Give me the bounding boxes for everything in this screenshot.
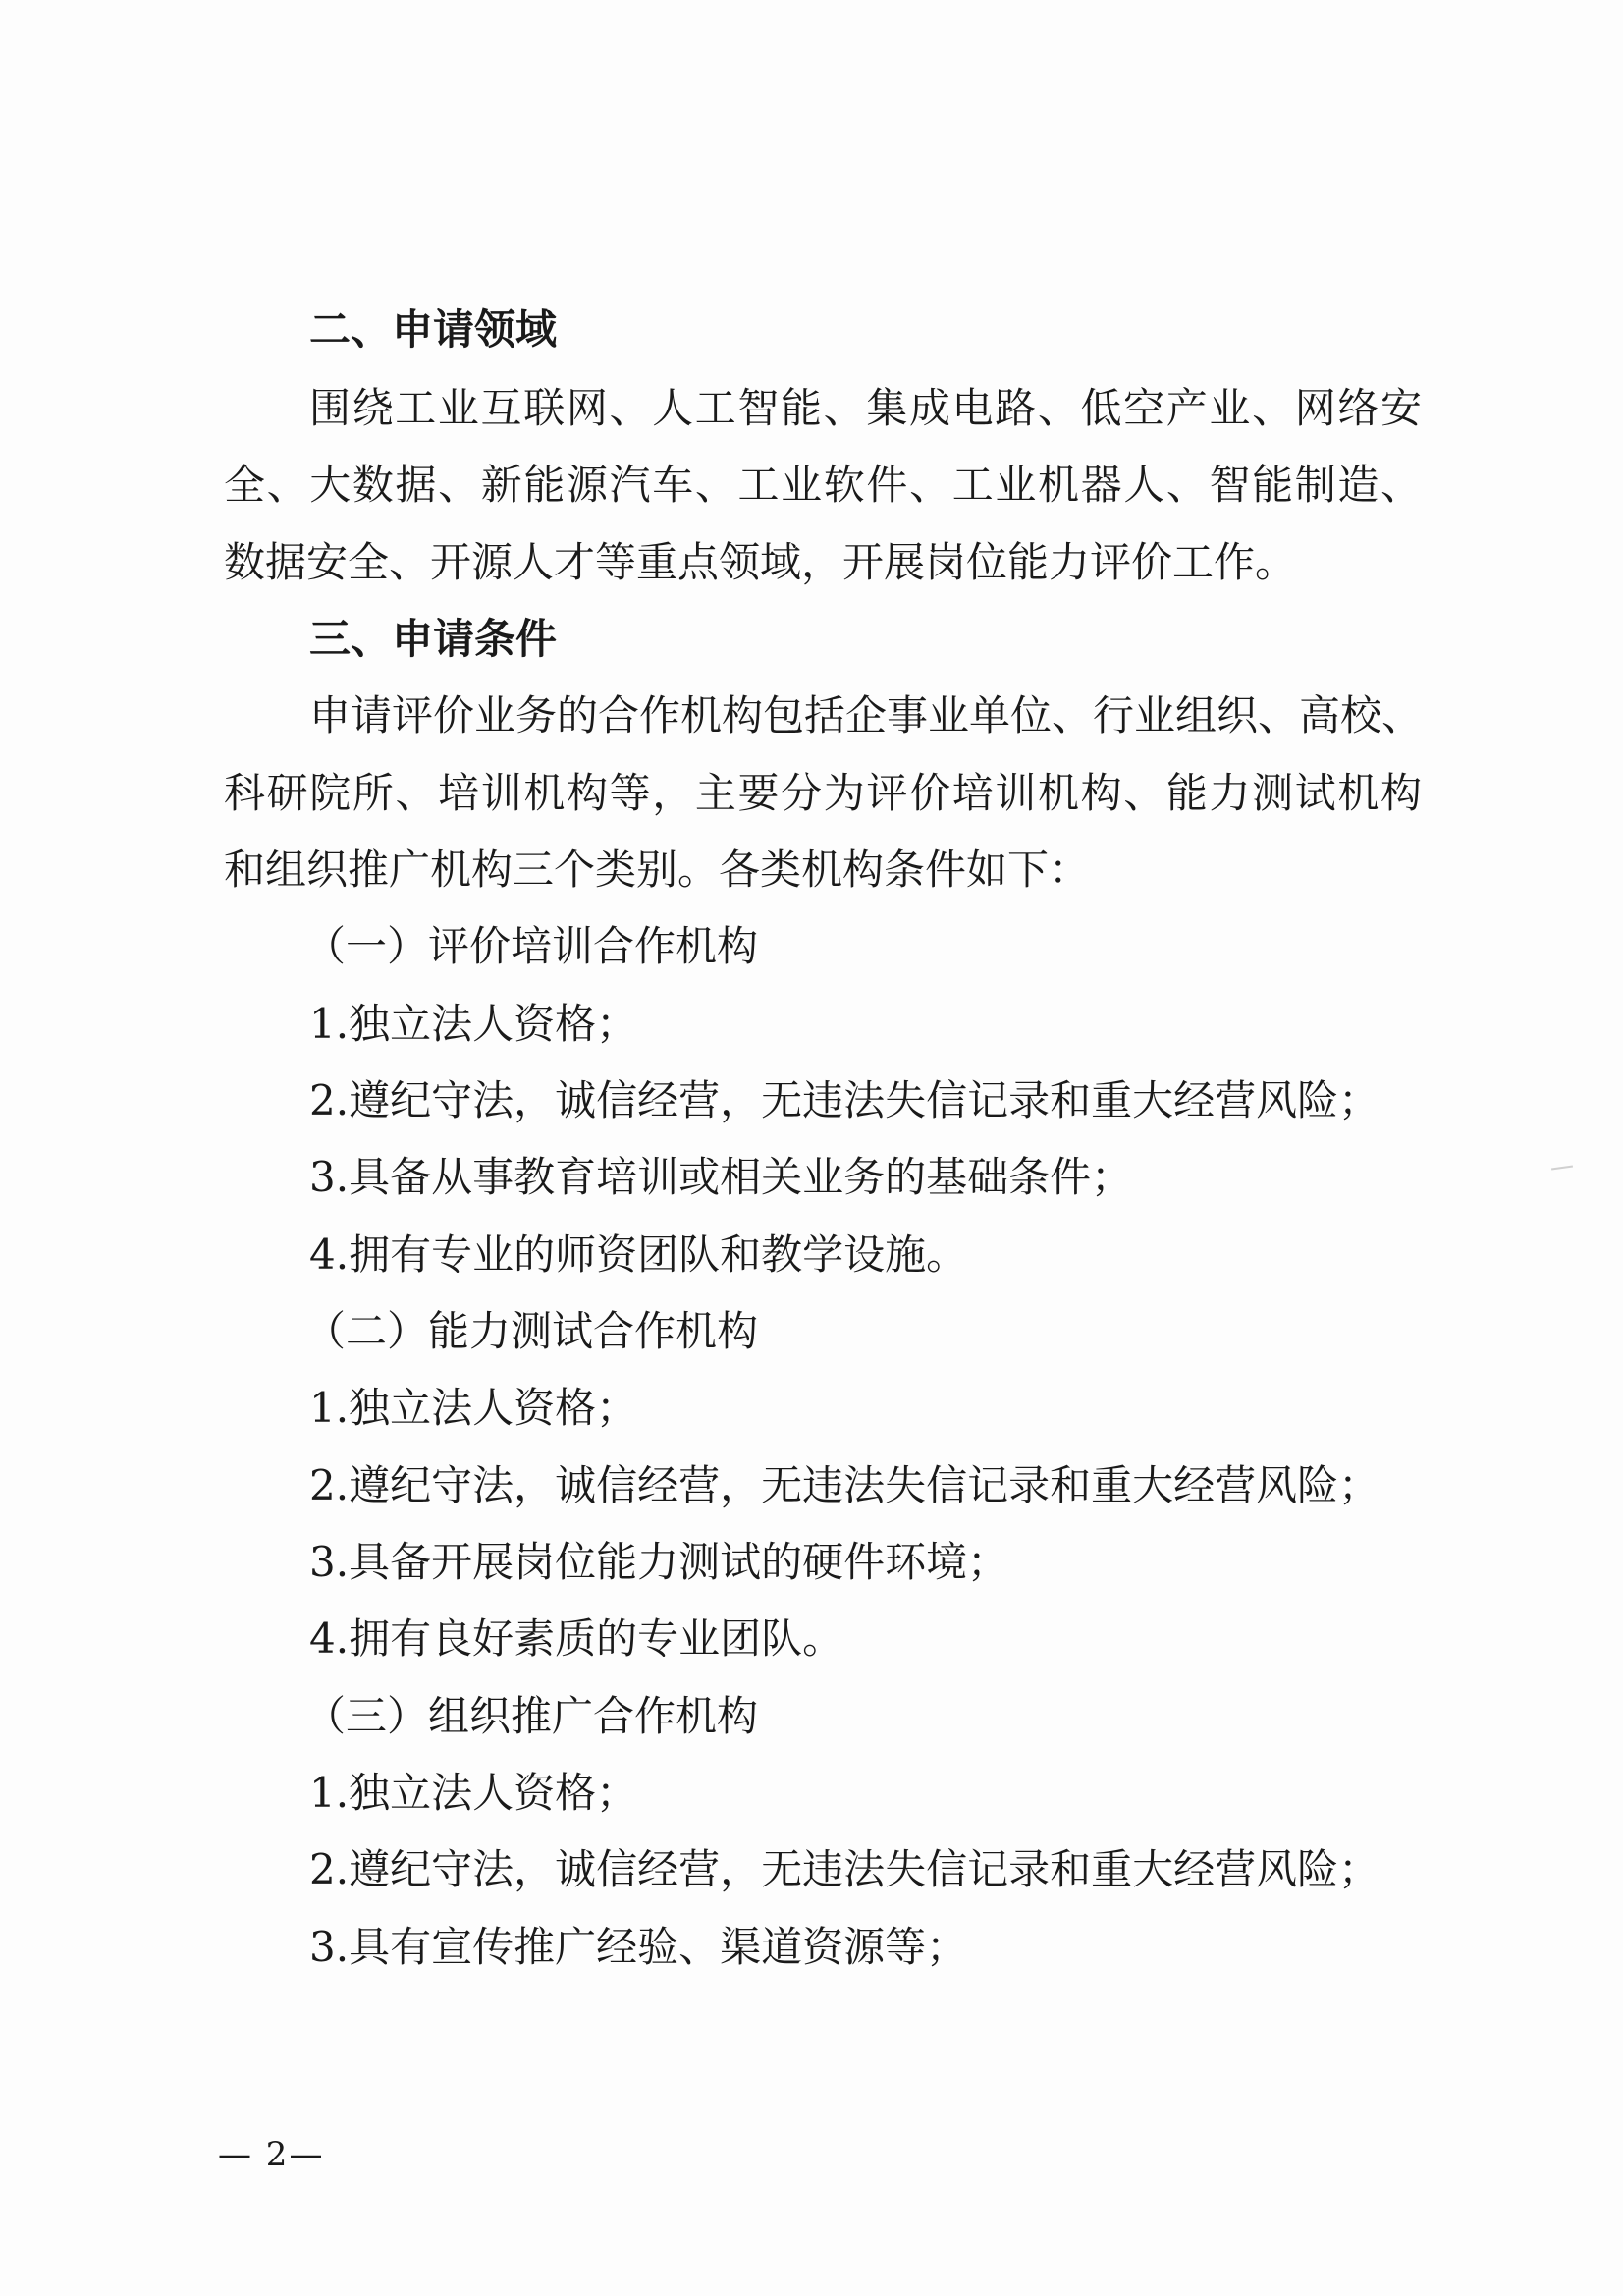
paragraph-line: 和组织推广机构三个类别。各类机构条件如下： — [224, 846, 1091, 894]
list-item: 2.遵纪守法，诚信经营，无违法失信记录和重大经营风险； — [309, 1845, 1380, 1893]
scan-speck — [1551, 1165, 1573, 1170]
list-item: 4.拥有专业的师资团队和教学设施。 — [309, 1230, 968, 1279]
paragraph-line: 数据安全、开源人才等重点领域，开展岗位能力评价工作。 — [224, 538, 1297, 586]
subsection-title: （二）能力测试合作机构 — [304, 1307, 759, 1355]
list-item: 2.遵纪守法，诚信经营，无违法失信记录和重大经营风险； — [309, 1461, 1380, 1509]
list-item: 4.拥有良好素质的专业团队。 — [309, 1614, 844, 1663]
list-item: 3.具备从事教育培训或相关业务的基础条件； — [309, 1153, 1133, 1201]
paragraph-line: 科研院所、培训机构等，主要分为评价培训机构、能力测试机构 — [224, 769, 1422, 817]
subsection-title: （三）组织推广合作机构 — [304, 1692, 759, 1740]
paragraph-line: 围绕工业互联网、人工智能、集成电路、低空产业、网络安 — [309, 384, 1422, 432]
paragraph-line: 申请评价业务的合作机构包括企事业单位、行业组织、高校、 — [309, 691, 1424, 739]
list-item: 1.独立法人资格； — [309, 1000, 638, 1048]
section-heading: 二、申请领域 — [309, 305, 558, 354]
list-item: 1.独立法人资格； — [309, 1769, 638, 1817]
list-item: 3.具备开展岗位能力测试的硬件环境； — [309, 1538, 1009, 1586]
list-item: 2.遵纪守法，诚信经营，无违法失信记录和重大经营风险； — [309, 1076, 1380, 1124]
subsection-title: （一）评价培训合作机构 — [304, 922, 759, 970]
page-number: — 2— — [218, 2135, 325, 2174]
paragraph-line: 全、大数据、新能源汽车、工业软件、工业机器人、智能制造、 — [224, 461, 1422, 509]
section-heading: 三、申请条件 — [309, 615, 558, 663]
list-item: 1.独立法人资格； — [309, 1384, 638, 1432]
list-item: 3.具有宣传推广经验、渠道资源等； — [309, 1923, 968, 1971]
